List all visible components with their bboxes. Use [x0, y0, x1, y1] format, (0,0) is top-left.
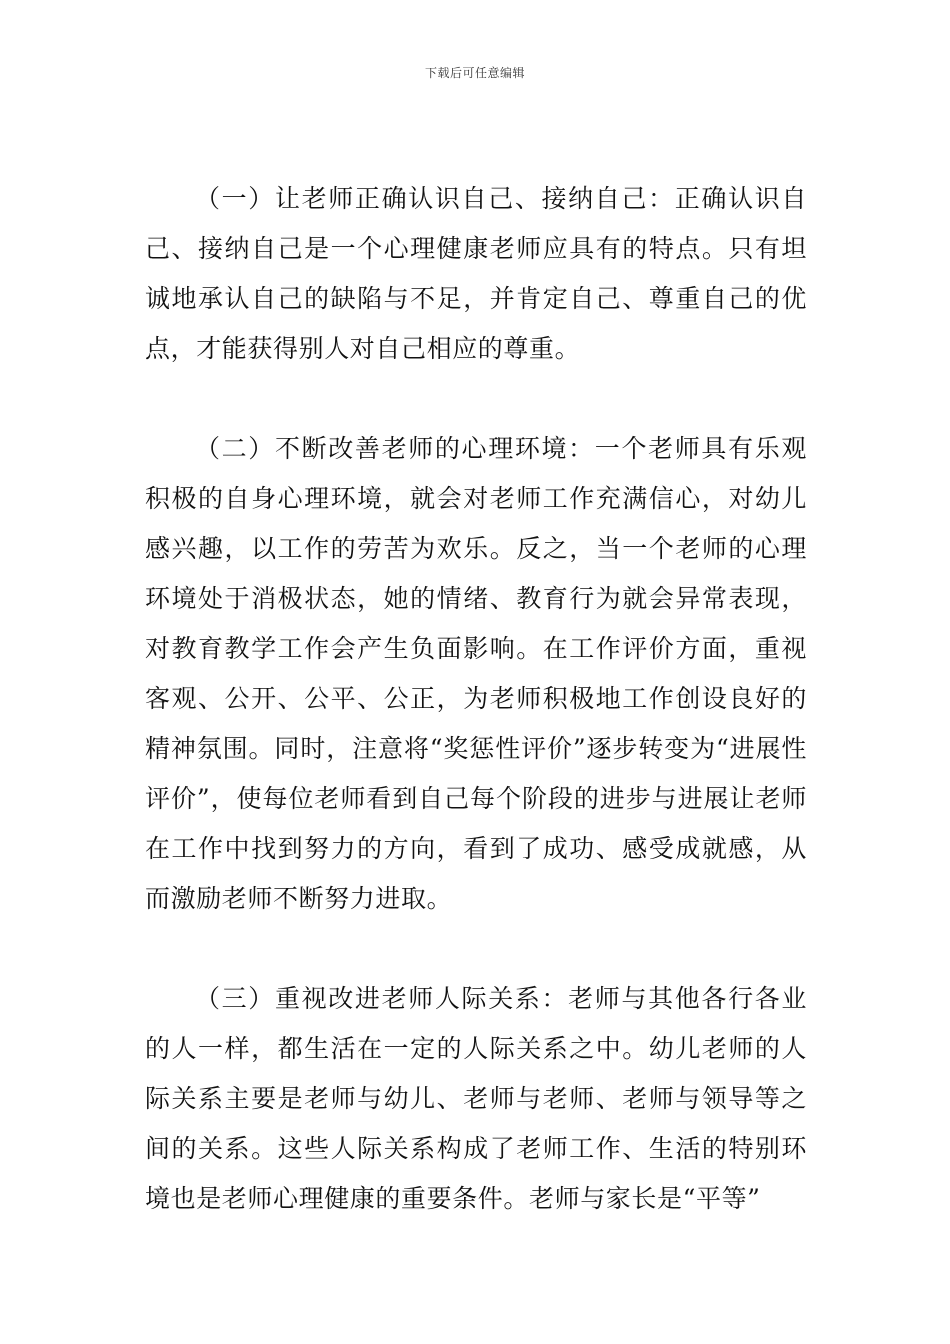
paragraph-gap [145, 374, 807, 424]
paragraph-gap [145, 924, 807, 974]
paragraph-2: （二）不断改善老师的心理环境：一个老师具有乐观积极的自身心理环境，就会对老师工作充满信心，对幼儿感兴趣，以工作的劳苦为欢乐。反之，当一个老师的心理环境处于消极状态，她的情绪、教育行为就会异常表现，对教育教学工作会产生负面影响。在工作评价方面，重视客观、公开、公平、公正，为老师积极地工作创设良好的精神氛围。同时，注意将“奖惩性评价”逐步转变为“进展性评价”，使每位老师看到自己每个阶段的进步与进展让老师在工作中找到努力的方向，看到了成功、感受成就感，从而激励老师不断努力进取。 [145, 434, 807, 913]
paragraph-3: （三）重视改进老师人际关系：老师与其他各行各业的人一样，都生活在一定的人际关系之中。幼儿老师的人际关系主要是老师与幼儿、老师与老师、老师与领导等之间的关系。这些人际关系构成了老师工作、生活的特别环境也是老师心理健康的重要条件。老师与家长是“平等” [145, 984, 807, 1213]
page-header: 下载后可任意编辑 [424, 66, 525, 80]
document-body [145, 174, 807, 1224]
paragraph-1: （一）让老师正确认识自己、接纳自己：正确认识自己、接纳自己是一个心理健康老师应具有的特点。只有坦诚地承认自己的缺陷与不足，并肯定自己、尊重自己的优点，才能获得别人对自己相应的尊重。 [145, 184, 807, 363]
